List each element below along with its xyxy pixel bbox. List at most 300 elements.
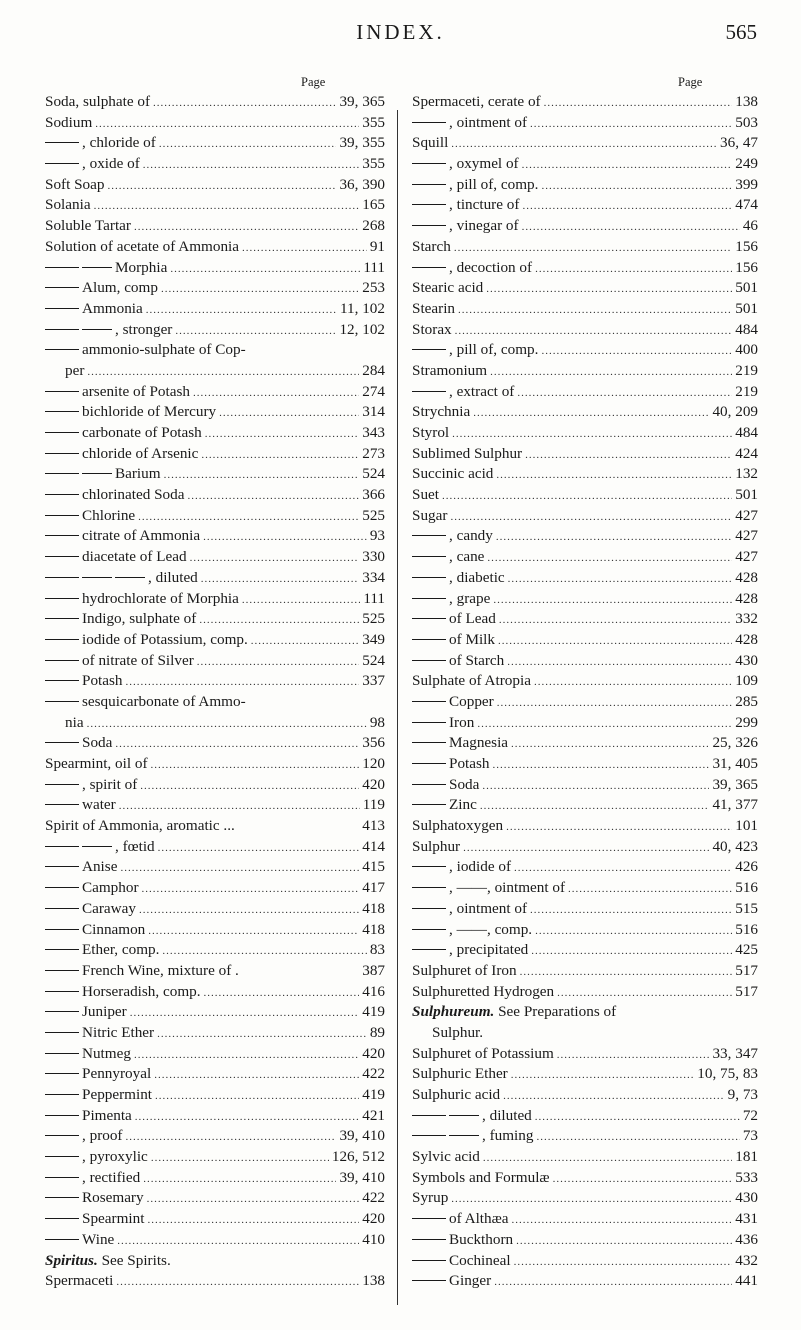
- entry-text: Sulphuric Ether: [412, 1065, 508, 1083]
- ditto-dash: [412, 1115, 446, 1116]
- entry-page-ref: 126, 512: [331, 1148, 385, 1166]
- entry-page-ref: 420: [362, 1044, 385, 1062]
- dot-leader: [161, 279, 359, 300]
- ditto-dash: [45, 949, 79, 950]
- dot-leader: [496, 465, 732, 486]
- dot-leader: [535, 259, 732, 280]
- index-entry: [412, 133, 758, 154]
- entry-text: Copper: [449, 692, 494, 710]
- entry-page-ref: 431: [735, 1210, 758, 1228]
- dot-leader: [95, 114, 359, 135]
- index-entry: [412, 1271, 758, 1292]
- ditto-dash: [412, 1280, 446, 1281]
- entry-text: , diabetic: [449, 568, 505, 586]
- index-entry: [45, 1271, 385, 1292]
- entry-text: Ammonia: [82, 299, 143, 317]
- entry-text: , diluted: [482, 1106, 532, 1124]
- entry-page-ref: 436: [735, 1230, 758, 1248]
- index-entry: [412, 1251, 758, 1272]
- index-entry: [45, 609, 385, 630]
- entry-page-ref: 410: [362, 1230, 385, 1248]
- entry-page-ref: 98: [369, 713, 385, 731]
- ditto-dash: [412, 349, 446, 350]
- ditto-dash: [412, 163, 446, 164]
- index-entry: [45, 589, 385, 610]
- entry-text: , tincture of: [449, 196, 520, 214]
- index-entry: [45, 1126, 385, 1147]
- index-entry: [45, 175, 385, 196]
- index-entry: [45, 1188, 385, 1209]
- dot-leader: [511, 1065, 695, 1086]
- entry-text: Stramonium: [412, 361, 488, 379]
- ditto-dash: [45, 701, 79, 702]
- entry-page-ref: 430: [735, 1189, 758, 1207]
- index-entry: [45, 361, 385, 382]
- entry-page-ref: 46: [742, 217, 758, 235]
- index-entry: [412, 961, 758, 982]
- ditto-dash: [45, 784, 79, 785]
- index-entry: [412, 175, 758, 196]
- entry-page-ref: 36, 47: [720, 134, 758, 152]
- ditto-dash: [115, 577, 145, 578]
- dot-leader: [508, 569, 733, 590]
- ditto-dash: [45, 577, 79, 578]
- entry-text: Indigo, sulphate of: [82, 610, 197, 628]
- ditto-dash: [412, 618, 446, 619]
- dot-leader: [199, 610, 359, 631]
- dot-leader: [496, 527, 732, 548]
- dot-leader: [134, 217, 359, 238]
- entry-text: Cinnamon: [82, 920, 146, 938]
- entry-text: carbonate of Potash: [82, 424, 202, 441]
- entry-text: , fœtid: [115, 837, 155, 855]
- entry-page-ref: 111: [363, 589, 385, 607]
- index-entry: [412, 547, 758, 568]
- dot-leader: [522, 196, 732, 217]
- entry-see-reference: See Spirits.: [97, 1251, 171, 1269]
- entry-page-ref: 314: [362, 403, 385, 421]
- index-entry: [45, 651, 385, 672]
- entry-page-ref: 366: [362, 486, 385, 504]
- index-entry: [45, 1044, 385, 1065]
- index-entry: [412, 92, 758, 113]
- entry-page-ref: 355: [362, 155, 385, 173]
- entry-page-ref: 420: [362, 1210, 385, 1228]
- dot-leader: [126, 1127, 337, 1148]
- entry-page-ref: 119: [362, 796, 385, 814]
- dot-leader: [541, 176, 732, 197]
- page-column-label: Page: [678, 75, 703, 89]
- index-entry: [45, 1106, 385, 1127]
- entry-page-ref: 427: [735, 506, 758, 524]
- entry-page-ref: 426: [735, 858, 758, 876]
- dot-leader: [514, 858, 732, 879]
- ditto-dash: [45, 556, 79, 557]
- entry-page-ref: 349: [362, 630, 385, 648]
- page-number: 565: [725, 20, 757, 44]
- ditto-dash: [412, 1239, 446, 1240]
- dot-leader: [534, 672, 732, 693]
- dot-leader: [138, 507, 359, 528]
- dot-leader: [442, 486, 732, 507]
- ditto-dash: [412, 908, 446, 909]
- dot-leader: [139, 900, 359, 921]
- entry-page-ref: 33, 347: [712, 1044, 758, 1062]
- entry-text: Sulphuric acid: [412, 1086, 501, 1103]
- entry-text: [412, 1002, 616, 1023]
- running-head: [0, 20, 801, 50]
- entry-text: of nitrate of Silver: [82, 651, 194, 669]
- entry-page-ref: 299: [735, 713, 758, 731]
- running-head-title: INDEX.: [356, 20, 445, 44]
- index-entry: [412, 464, 758, 485]
- entry-page-ref: 474: [735, 196, 758, 214]
- index-entry: [412, 320, 758, 341]
- entry-text: Styrol: [412, 424, 450, 441]
- ditto-dash: [45, 308, 79, 309]
- index-entry: [45, 1230, 385, 1251]
- index-entry: [45, 195, 385, 216]
- entry-page-ref: 138: [362, 1272, 385, 1290]
- dot-leader: [463, 838, 709, 859]
- index-entry: [412, 816, 758, 837]
- dot-leader: [188, 486, 360, 507]
- entry-page-ref: 132: [735, 465, 758, 483]
- ditto-dash: [412, 887, 446, 888]
- entry-page-ref: 484: [735, 320, 758, 338]
- ditto-dash: [45, 1135, 79, 1136]
- entry-text: , extract of: [449, 382, 515, 400]
- entry-page-ref: 73: [742, 1127, 758, 1145]
- index-entry: [412, 899, 758, 920]
- index-entry: [45, 464, 385, 485]
- index-entry: [45, 526, 385, 547]
- index-entry: [412, 837, 758, 858]
- entry-page-ref: 138: [735, 93, 758, 110]
- index-entry: [45, 692, 385, 713]
- index-entry: [412, 402, 758, 423]
- entry-text: Juniper: [82, 1003, 127, 1021]
- ditto-dash: [412, 1135, 446, 1136]
- entry-page-ref: 253: [362, 279, 385, 297]
- ditto-dash: [412, 391, 446, 392]
- ditto-dash: [412, 1260, 446, 1261]
- dot-leader: [544, 93, 733, 114]
- dot-leader: [201, 445, 359, 466]
- entry-page-ref: 39, 365: [712, 775, 758, 793]
- entry-page-ref: 156: [735, 237, 758, 255]
- dot-leader: [535, 921, 732, 942]
- index-entry: [45, 733, 385, 754]
- entry-text: Iron: [449, 713, 475, 731]
- entry-page-ref: 419: [362, 1086, 385, 1103]
- index-entry: [45, 837, 385, 858]
- entry-page-ref: 422: [362, 1189, 385, 1207]
- entry-page-ref: 399: [735, 175, 758, 193]
- entry-page-ref: 330: [362, 548, 385, 566]
- index-entry: [412, 1230, 758, 1251]
- entry-page-ref: 420: [362, 775, 385, 793]
- index-entry: [412, 692, 758, 713]
- dot-leader: [514, 1252, 733, 1273]
- entry-text: Stearic acid: [412, 279, 484, 297]
- dot-leader: [190, 548, 360, 569]
- entry-text: , diluted: [148, 568, 198, 586]
- entry-page-ref: 387: [362, 961, 385, 979]
- ditto-dash: [45, 1218, 79, 1219]
- entry-page-ref: 419: [362, 1003, 385, 1021]
- ditto-dash: [412, 225, 446, 226]
- entry-page-ref: 414: [362, 837, 385, 855]
- index-entry: [45, 278, 385, 299]
- entry-text: Anise: [82, 858, 118, 876]
- dot-leader: [158, 838, 360, 859]
- entry-text: bichloride of Mercury: [82, 403, 217, 421]
- entry-text: , proof: [82, 1127, 123, 1145]
- ditto-dash: [412, 929, 446, 930]
- entry-text: Caraway: [82, 899, 136, 917]
- dot-leader: [117, 1231, 359, 1252]
- entry-page-ref: 501: [735, 486, 758, 504]
- ditto-dash: [45, 391, 79, 392]
- dot-leader: [450, 507, 732, 528]
- entry-page-ref: 165: [362, 196, 385, 214]
- entry-text: , ointment of: [449, 899, 528, 917]
- entry-page-ref: 400: [735, 341, 758, 359]
- index-entry: [45, 1023, 385, 1044]
- index-entry: [45, 402, 385, 423]
- entry-text: , chloride of: [82, 134, 156, 152]
- index-entry: [412, 278, 758, 299]
- dot-leader: [175, 321, 336, 342]
- index-entry: [412, 113, 758, 134]
- ditto-dash: [45, 494, 79, 495]
- entry-text: Symbols and Formulæ: [412, 1168, 550, 1186]
- ditto-dash: [82, 329, 112, 330]
- entry-text: Peppermint: [82, 1086, 153, 1103]
- dot-leader: [458, 300, 732, 321]
- ditto-dash: [412, 722, 446, 723]
- ditto-dash: [412, 866, 446, 867]
- entry-page-ref: 516: [735, 920, 758, 938]
- index-entry: [412, 878, 758, 899]
- entry-text: Sodium: [45, 113, 93, 131]
- entry-text: , pill of, comp.: [449, 175, 539, 193]
- index-entry: [45, 444, 385, 465]
- ditto-dash: [45, 970, 79, 971]
- dot-leader: [486, 279, 732, 300]
- ditto-dash: [412, 204, 446, 205]
- ditto-dash: [449, 1115, 479, 1116]
- dot-leader: [541, 341, 732, 362]
- ditto-dash: [412, 949, 446, 950]
- entry-text: citrate of Ammonia: [82, 527, 201, 545]
- dot-leader: [119, 796, 360, 817]
- entry-text: , cane: [449, 548, 485, 566]
- entry-page-ref: 418: [362, 899, 385, 917]
- index-entry: [412, 506, 758, 527]
- dot-leader: [155, 1086, 359, 1107]
- dot-leader: [477, 714, 732, 735]
- entry-text: Strychnia: [412, 403, 471, 421]
- dot-leader: [517, 383, 732, 404]
- dot-leader: [494, 1272, 732, 1293]
- entry-see-reference: See Preparations of: [494, 1003, 617, 1021]
- dot-leader: [503, 1086, 724, 1107]
- entry-text: of Althæa: [449, 1210, 509, 1228]
- dot-leader: [490, 362, 732, 383]
- entry-page-ref: 219: [735, 382, 758, 400]
- index-entry: [45, 113, 385, 134]
- ditto-dash: [412, 742, 446, 743]
- dot-leader: [153, 93, 336, 114]
- dot-leader: [135, 1107, 359, 1128]
- dot-leader: [203, 527, 367, 548]
- entry-page-ref: 501: [735, 299, 758, 317]
- entry-page-ref: 39, 410: [339, 1168, 385, 1186]
- ditto-dash: [45, 1011, 79, 1012]
- entry-page-ref: 337: [362, 672, 385, 690]
- dot-leader: [451, 134, 717, 155]
- entry-page-ref: 284: [362, 361, 385, 379]
- index-entry: [412, 258, 758, 279]
- dot-leader: [148, 921, 359, 942]
- index-entry: [45, 795, 385, 816]
- entry-text: Spermaceti, cerate of: [412, 93, 541, 110]
- entry-page-ref: 418: [362, 920, 385, 938]
- entry-text: Solania: [45, 196, 91, 214]
- entry-page-ref: 427: [735, 548, 758, 566]
- entry-page-ref: 93: [369, 527, 385, 545]
- index-entry: [412, 237, 758, 258]
- dot-leader: [522, 217, 740, 238]
- entry-page-ref: 503: [735, 113, 758, 131]
- entry-page-ref: 517: [735, 982, 758, 1000]
- ditto-dash: [45, 411, 79, 412]
- index-entry: [45, 1209, 385, 1230]
- index-entry: [45, 1168, 385, 1189]
- index-entry: [412, 568, 758, 589]
- entry-page-ref: 533: [735, 1168, 758, 1186]
- index-entry: [45, 1147, 385, 1168]
- index-entry: [45, 961, 385, 982]
- dot-leader: [204, 983, 360, 1004]
- column-divider: [397, 110, 398, 1305]
- dot-leader: [197, 652, 359, 673]
- ditto-dash: [45, 142, 79, 143]
- dot-leader: [516, 1231, 732, 1252]
- ditto-dash: [45, 515, 79, 516]
- entry-text: diacetate of Lead: [82, 548, 187, 566]
- index-entry: [45, 423, 385, 444]
- entry-text: Solution of acetate of Ammonia: [45, 237, 240, 255]
- index-entry: [412, 1085, 758, 1106]
- entry-text: Nutmeg: [82, 1044, 131, 1062]
- ditto-dash: [82, 577, 112, 578]
- dot-leader: [140, 776, 359, 797]
- entry-text: chlorinated Soda: [82, 486, 185, 504]
- dot-leader: [219, 403, 359, 424]
- index-entry: [45, 320, 385, 341]
- entry-page-ref: 422: [362, 1065, 385, 1083]
- entry-page-ref: 72: [742, 1106, 758, 1124]
- dot-leader: [147, 1210, 359, 1231]
- index-entry: [412, 216, 758, 237]
- entry-page-ref: 101: [735, 817, 758, 835]
- dot-leader: [522, 155, 733, 176]
- entry-text: Ether, comp.: [82, 941, 160, 959]
- index-entry: [45, 857, 385, 878]
- entry-text: per: [65, 361, 85, 379]
- entry-page-ref: 273: [362, 444, 385, 462]
- ditto-dash: [45, 598, 79, 599]
- entry-text: Sylvic acid: [412, 1148, 480, 1166]
- dot-leader: [115, 734, 359, 755]
- entry-page-ref: 268: [362, 217, 385, 235]
- entry-page-ref: 89: [369, 1023, 385, 1041]
- ditto-dash: [45, 267, 79, 268]
- entry-text: , stronger: [115, 320, 173, 338]
- entry-text: Soda: [82, 734, 113, 752]
- entry-page-ref: 428: [735, 568, 758, 586]
- dot-leader: [201, 569, 359, 590]
- index-entry: [45, 547, 385, 568]
- index-entry: [412, 651, 758, 672]
- entry-text: Potash: [82, 672, 123, 690]
- index-entry: [45, 1251, 385, 1272]
- ditto-dash: [412, 701, 446, 702]
- dot-leader: [487, 548, 732, 569]
- entry-page-ref: 501: [735, 279, 758, 297]
- entry-page-ref: 524: [362, 465, 385, 483]
- entry-text: , rectified: [82, 1168, 141, 1186]
- entry-text: Syrup: [412, 1189, 449, 1207]
- ditto-dash: [45, 1094, 79, 1095]
- entry-text: French Wine, mixture of .: [82, 961, 239, 979]
- entry-text: Potash: [449, 755, 490, 772]
- index-entry: [412, 382, 758, 403]
- entry-text: , ——, ointment of: [449, 879, 566, 897]
- index-entry: [45, 878, 385, 899]
- entry-text: Sulphuret of Potassium: [412, 1044, 554, 1062]
- entry-text: Pennyroyal: [82, 1065, 152, 1083]
- ditto-dash: [45, 1053, 79, 1054]
- entry-page-ref: 334: [362, 568, 385, 586]
- dot-leader: [455, 321, 733, 342]
- index-entry: [412, 1168, 758, 1189]
- entry-text: Wine: [82, 1230, 115, 1248]
- entry-text: , oxymel of: [449, 155, 519, 173]
- dot-leader: [499, 610, 732, 631]
- ditto-dash: [45, 535, 79, 536]
- ditto-dash: [45, 908, 79, 909]
- dot-leader: [493, 755, 710, 776]
- ditto-dash: [412, 639, 446, 640]
- dot-leader: [531, 941, 732, 962]
- entry-page-ref: 525: [362, 506, 385, 524]
- ditto-dash: [45, 618, 79, 619]
- ditto-dash: [45, 804, 79, 805]
- ditto-dash: [412, 556, 446, 557]
- ditto-dash: [45, 660, 79, 661]
- dot-leader: [480, 796, 710, 817]
- ditto-dash: [45, 163, 79, 164]
- dot-leader: [146, 300, 337, 321]
- entry-text: , vinegar of: [449, 217, 519, 235]
- index-entry: [412, 526, 758, 547]
- ditto-dash: [449, 1135, 479, 1136]
- entry-text: Magnesia: [449, 734, 509, 752]
